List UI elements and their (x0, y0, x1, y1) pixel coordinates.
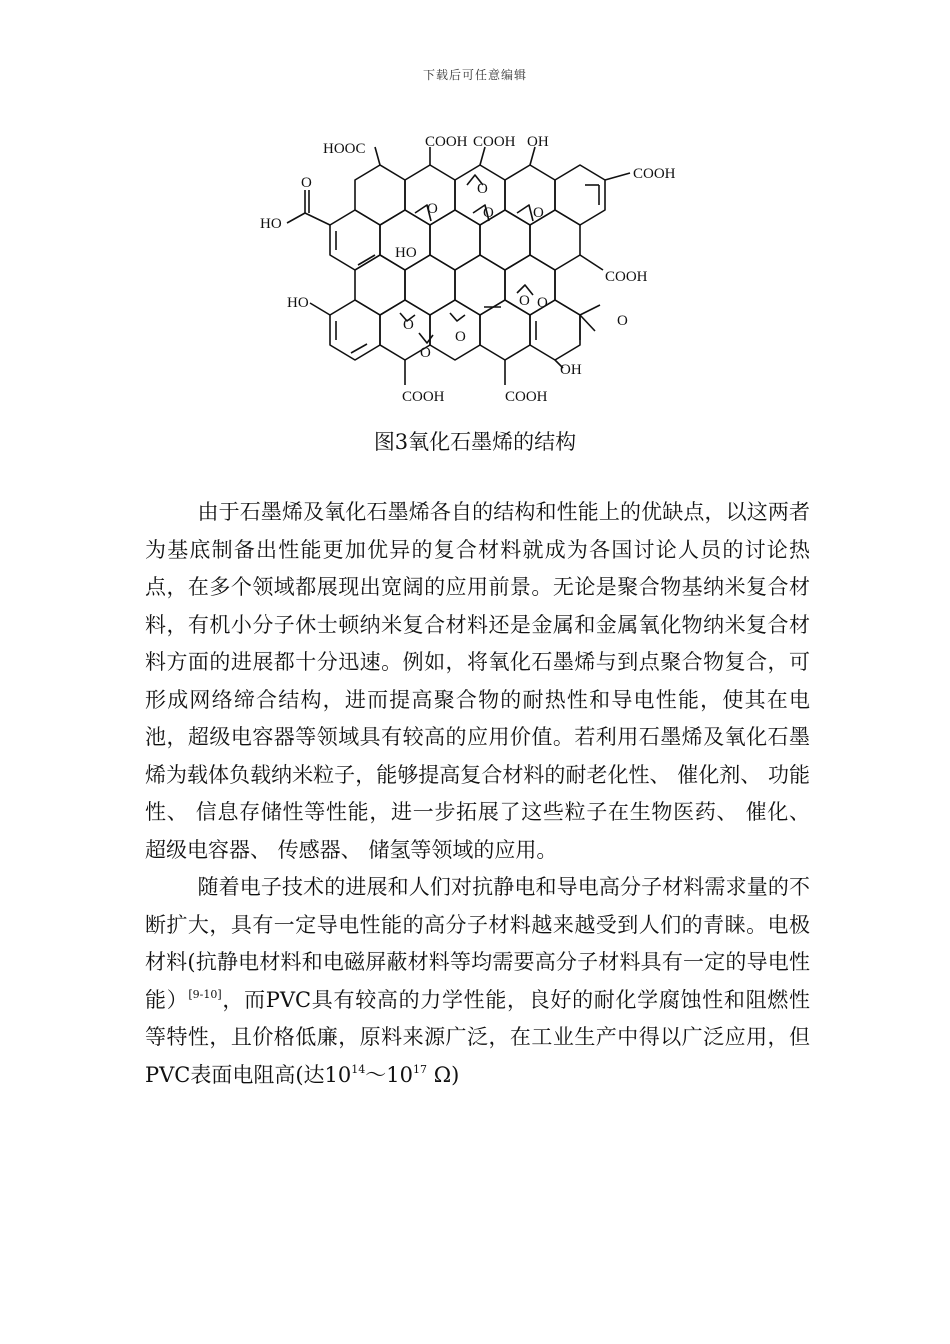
label-cooh-bottom-2: COOH (505, 389, 548, 405)
label-o-epoxide-5: O (403, 317, 414, 333)
ring-r3-2 (405, 255, 455, 315)
page-header: 下载后可任意编辑 (422, 68, 527, 82)
label-cooh-bottom-1: COOH (402, 389, 445, 405)
body-text (145, 494, 810, 1094)
paragraph-2-part-1: 随着电子技术的进展和人们对抗静电和导电高分子材料需求量的不断扩大，具有一定导电性能的高分子材料越来越受到人们的青睐。电极材料(抗静电材料和电磁屏蔽材料等均需要高分子材料具有一定的导电性能） (145, 875, 810, 1012)
label-o-epoxide-8: O (519, 293, 530, 309)
label-o-epoxide-2: O (477, 181, 488, 197)
label-oh-top: OH (527, 134, 549, 150)
label-o-epoxide-6: O (455, 329, 466, 345)
label-ho-left-lower: HO (287, 295, 309, 311)
graphene-oxide-structure-diagram (255, 125, 695, 420)
label-o-ketone: O (617, 313, 628, 329)
ring-r1-4 (505, 165, 555, 225)
ring-r1-5 (555, 165, 605, 225)
paragraph-1: 由于石墨烯及氧化石墨烯各自的结构和性能上的优缺点，以这两者为基底制备出性能更加优异的复合材料就成为各国讨论人员的讨论热点，在多个领域都展现出宽阔的应用前景。无论是聚合物基纳米复合材料，有机小分子休士顿纳米复合材料还是金属和金属氧化物纳米复合材料方面的进展都十分迅速。例如，将氧化石墨烯与到点聚合物复合，可形成网络缔合结构，进而提高聚合物的耐热性和导电性能，使其在电池，超级电容器等领域具有较高的应用价值。若利用石墨烯及氧化石墨烯为载体负载纳米粒子，能够提高复合材料的耐老化性、 催化剂、 功能性、 信息存储性等性能，进一步拓展了这些粒子在生物医药、 催化、 超级电容器、 传感器、 储氢等领域的应用。 (145, 500, 810, 862)
ring-r3-1 (355, 255, 405, 315)
label-cooh-top-1: COOH (425, 134, 468, 150)
exponent-14: 14 (351, 1062, 366, 1076)
label-oh-bottom: OH (560, 362, 582, 378)
label-o-epoxide-3: O (483, 205, 494, 221)
label-o-epoxide-4: O (533, 205, 544, 221)
ring-r3-3 (455, 255, 505, 315)
ring-r4-4 (480, 300, 530, 360)
label-ho-center: HO (395, 245, 417, 261)
ring-r2-2 (380, 210, 430, 270)
paragraph-2-part-2: ，而PVC具有较高的力学性能，良好的耐化学腐蚀性和阻燃性等特性，且价格低廉，原料来源广泛，在工业生产中得以广泛应用，但PVC表面电阻高(达10 (145, 987, 810, 1087)
label-o-carbonyl-left: O (301, 175, 312, 191)
paragraph-2 (145, 869, 810, 1094)
label-o-epoxide-7: O (420, 345, 431, 361)
label-o-epoxide-9: O (537, 295, 548, 311)
ring-r1-1 (355, 165, 405, 225)
exponent-17: 17 (413, 1062, 428, 1076)
label-ho-carboxyl-left: HO (260, 216, 282, 232)
paragraph-2-part-3: ～10 (365, 1062, 414, 1087)
ring-r2-3 (430, 210, 480, 270)
paragraph-2-part-4: Ω) (427, 1062, 460, 1087)
citation-9-10: [9-10] (188, 987, 222, 1001)
figure-caption: 图3氧化石墨烯的结构 (373, 430, 577, 454)
label-cooh-right-mid: COOH (605, 269, 648, 285)
label-cooh-top-right: COOH (633, 166, 676, 182)
label-o-epoxide-1: O (427, 201, 438, 217)
label-hooc-top-left: HOOC (323, 141, 366, 157)
graphene-oxide-structure-figure (255, 125, 695, 420)
label-cooh-top-2: COOH (473, 134, 516, 150)
ring-r2-1 (330, 210, 380, 270)
